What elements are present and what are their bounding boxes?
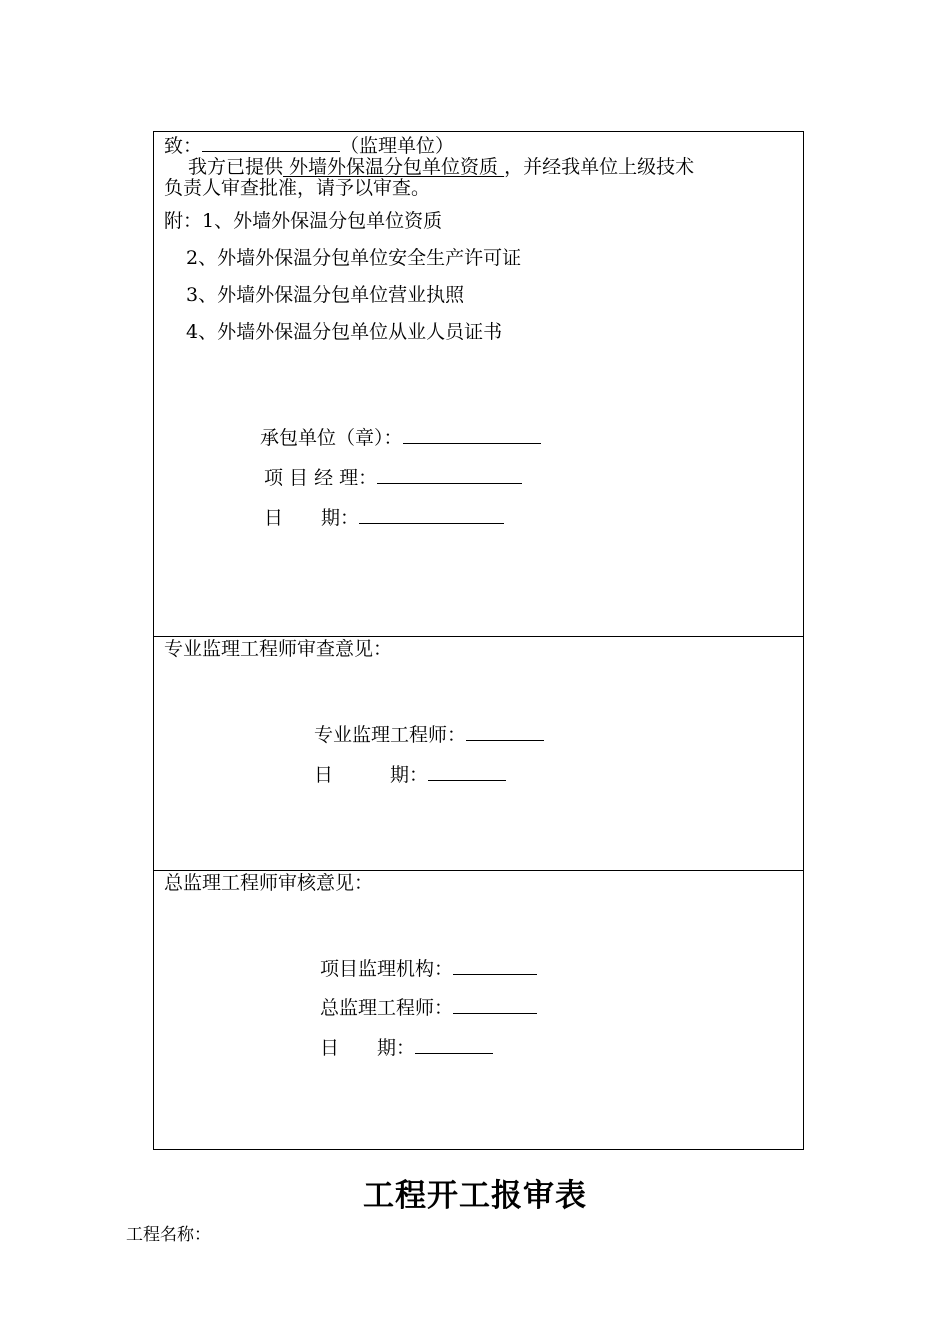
specialist-blank[interactable] (466, 722, 544, 741)
attachment-item-4: 4、外墙外保温分包单位从业人员证书 (186, 321, 503, 343)
approval-form-table (153, 131, 804, 1150)
chief-label: 总监理工程师： (320, 997, 454, 1019)
chief-date-line (320, 1035, 493, 1059)
contractor-date-blank[interactable] (359, 505, 504, 524)
chief-date-blank[interactable] (415, 1035, 493, 1054)
chief-blank[interactable] (453, 995, 537, 1014)
supervisor-unit-blank[interactable] (202, 133, 340, 152)
contractor-date-line (264, 505, 504, 529)
project-name-label: 工程名称： (126, 1225, 211, 1245)
manager-blank[interactable] (377, 465, 522, 484)
specialist-review-heading: 专业监理工程师审查意见： (164, 638, 393, 660)
specialist-label: 专业监理工程师： (314, 724, 467, 746)
contractor-label: 承包单位（章）： (260, 427, 403, 449)
org-blank[interactable] (453, 956, 537, 975)
supervisor-unit-suffix: （监理单位） (340, 135, 455, 157)
manager-signature-line (264, 465, 522, 489)
chief-signature-line (320, 995, 537, 1019)
org-label: 项目监理机构： (320, 958, 454, 980)
attachment-item-1 (164, 210, 442, 232)
chief-review-section (154, 870, 803, 1151)
page-title: 工程开工报审表 (363, 1178, 587, 1214)
chief-date-label: 日 期： (320, 1037, 416, 1059)
contractor-blank[interactable] (403, 425, 541, 444)
attachment-item-3: 3、外墙外保温分包单位营业执照 (186, 284, 465, 306)
specialist-date-blank[interactable] (428, 762, 506, 781)
submission-statement (188, 156, 694, 178)
statement-suffix: ，并经我单位上级技术 (504, 156, 695, 178)
addressee-line (164, 133, 454, 157)
contractor-signature-line (260, 425, 541, 449)
date-label: 日 期： (264, 507, 360, 529)
statement-prefix: 我方已提供 (188, 156, 284, 178)
attachments-label: 附： (164, 210, 203, 232)
specialist-signature-line (314, 722, 544, 746)
statement-line-2: 负责人审查批准，请予以审查。 (164, 177, 431, 199)
attachment-item-2: 2、外墙外保温分包单位安全生产许可证 (186, 247, 522, 269)
submitted-item: 外墙外保温分包单位资质 (283, 156, 505, 178)
specialist-date-line (314, 762, 506, 786)
manager-label: 项 目 经 理： (264, 467, 378, 489)
supervision-org-line (320, 956, 537, 980)
to-label: 致： (164, 135, 203, 157)
attachment-text: 1、外墙外保温分包单位资质 (202, 210, 443, 232)
specialist-review-section (154, 636, 803, 870)
application-section (154, 132, 803, 636)
chief-review-heading: 总监理工程师审核意见： (164, 872, 374, 894)
specialist-date-label: 日 期： (314, 764, 429, 786)
